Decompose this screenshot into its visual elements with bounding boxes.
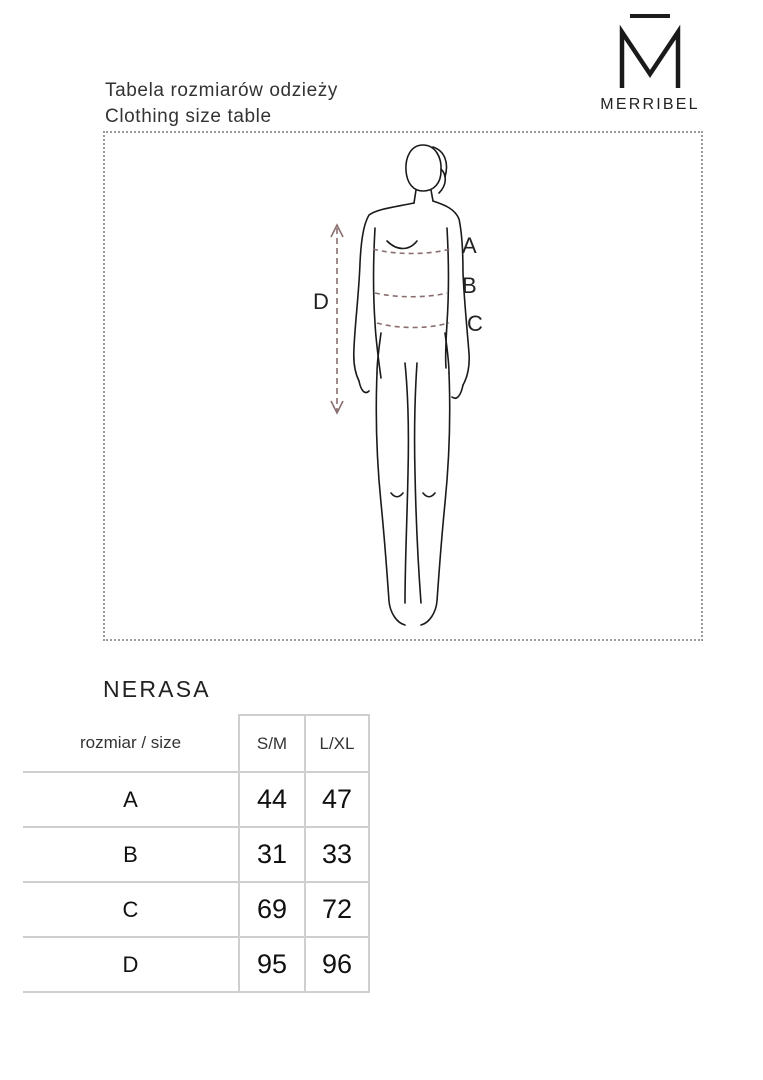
table-cell: 95: [239, 937, 305, 992]
brand-monogram-icon: [590, 12, 710, 96]
table-row: [23, 937, 369, 992]
table-row-label: A: [23, 772, 239, 827]
table-header-label: rozmiar / size: [79, 733, 182, 752]
table-row: [23, 772, 369, 827]
body-figure-panel: [103, 131, 703, 641]
table-cell: 69: [239, 882, 305, 937]
table-row-label: C: [23, 882, 239, 937]
measurement-label-d: D: [313, 289, 329, 314]
table-header-size: S/M: [239, 715, 305, 772]
measurement-label-c: C: [467, 311, 483, 336]
size-table: [23, 714, 370, 993]
title-english: Clothing size table: [105, 106, 272, 127]
measurement-label-b: B: [462, 273, 477, 298]
table-header-row: [23, 715, 369, 772]
product-name: NERASA: [103, 676, 211, 702]
table-cell: 72: [305, 882, 369, 937]
table-cell: 44: [239, 772, 305, 827]
table-row-label: D: [23, 937, 239, 992]
brand-name: MERRIBEL: [600, 96, 700, 113]
table-cell: 33: [305, 827, 369, 882]
table-row-label: B: [23, 827, 239, 882]
table-row: [23, 827, 369, 882]
table-cell: 31: [239, 827, 305, 882]
title-polish: Tabela rozmiarów odzieży: [105, 80, 338, 101]
measurement-label-a: A: [462, 233, 477, 258]
woman-silhouette-icon: [105, 133, 701, 639]
table-cell: 96: [305, 937, 369, 992]
table-header-size: L/XL: [305, 715, 369, 772]
table-row: [23, 882, 369, 937]
table-cell: 47: [305, 772, 369, 827]
brand-logo: [590, 12, 710, 117]
